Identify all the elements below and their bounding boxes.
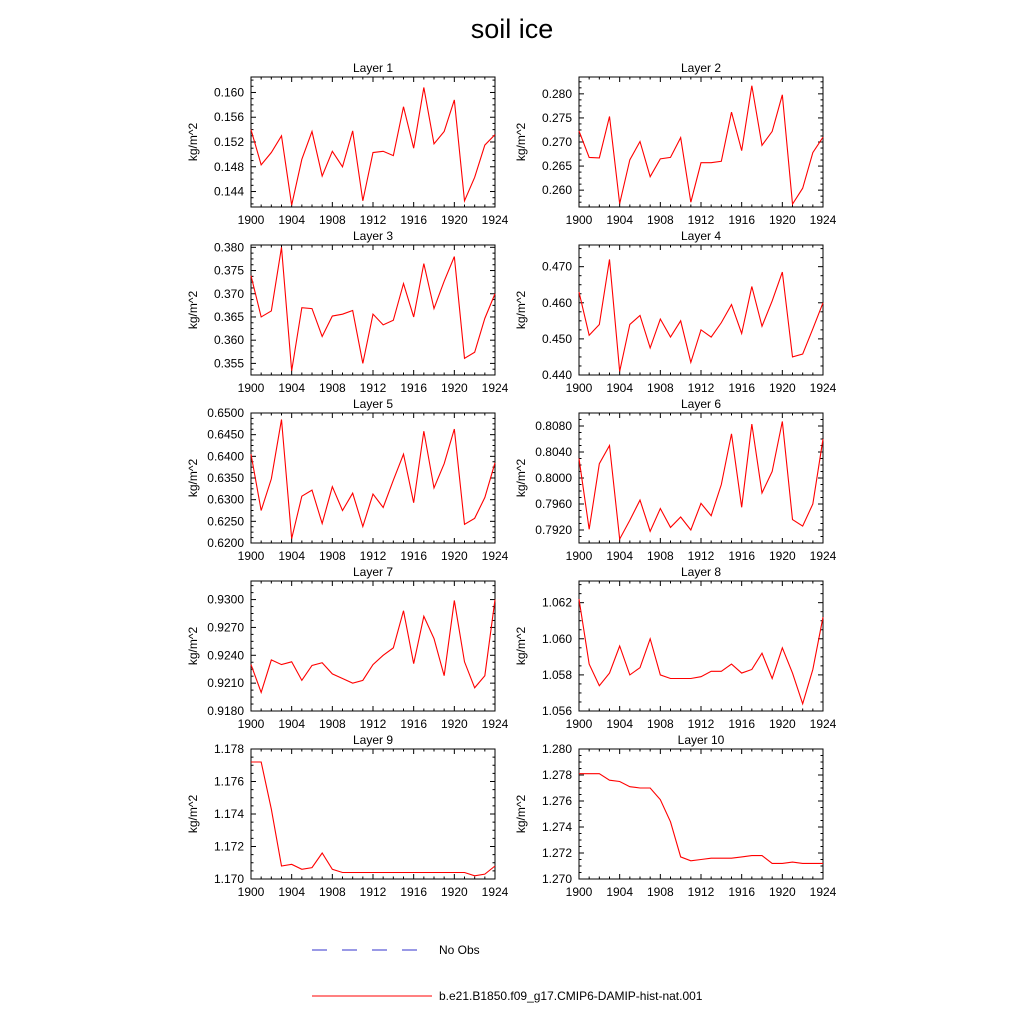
y-tick-label: 0.156 (213, 110, 244, 125)
x-tick-label: 1924 (809, 213, 837, 227)
x-tick-label: 1908 (318, 381, 346, 395)
plot-frame (251, 749, 495, 879)
x-tick-label: 1924 (481, 381, 509, 395)
x-tick-label: 1900 (237, 381, 265, 395)
series-line (579, 421, 823, 539)
panel-title: Layer 9 (352, 733, 394, 747)
x-tick-label: 1912 (359, 885, 387, 899)
series-line (251, 88, 495, 206)
series-line (579, 86, 823, 204)
plot-frame (579, 413, 823, 543)
panel-title: Layer 4 (680, 229, 722, 243)
series-line (251, 762, 495, 876)
x-tick-label: 1912 (359, 381, 387, 395)
y-tick-label: 1.272 (541, 846, 572, 860)
x-tick-label: 1908 (646, 213, 674, 227)
x-tick-label: 1912 (687, 549, 715, 563)
x-tick-label: 1904 (278, 549, 306, 563)
x-tick-label: 1900 (237, 885, 265, 899)
y-tick-label: 0.8040 (535, 445, 572, 459)
plot-frame (251, 581, 495, 711)
x-tick-label: 1900 (565, 549, 593, 563)
x-tick-label: 1920 (440, 885, 468, 899)
y-tick-label: 1.060 (541, 631, 572, 646)
y-axis-label: kg/m^2 (186, 626, 200, 666)
panel-title: Layer 7 (352, 565, 394, 579)
y-tick-label: 0.6200 (207, 536, 244, 550)
y-tick-label: 0.460 (541, 295, 572, 310)
y-axis-label: kg/m^2 (514, 794, 528, 834)
legend-label-model: b.e21.B1850.f09_g17.CMIP6-DAMIP-hist-nat.001 (439, 989, 703, 1003)
x-tick-label: 1916 (728, 885, 756, 899)
x-tick-label: 1924 (809, 381, 837, 395)
x-tick-label: 1908 (646, 885, 674, 899)
y-tick-label: 0.7960 (535, 497, 572, 511)
panel-title: Layer 8 (680, 565, 722, 579)
panel-layer-10 (514, 733, 837, 899)
y-tick-label: 0.148 (213, 159, 244, 174)
y-tick-label: 0.7920 (535, 523, 572, 537)
y-tick-label: 1.174 (213, 807, 244, 821)
y-tick-label: 0.9210 (207, 676, 244, 691)
x-tick-label: 1916 (728, 213, 756, 227)
x-tick-label: 1904 (278, 717, 306, 731)
x-tick-label: 1916 (728, 717, 756, 731)
panel-title: Layer 2 (680, 61, 722, 75)
y-tick-label: 1.062 (541, 595, 572, 610)
legend (312, 943, 703, 1003)
x-tick-label: 1916 (728, 381, 756, 395)
x-tick-label: 1900 (565, 717, 593, 731)
x-tick-label: 1904 (606, 549, 634, 563)
series-line (579, 259, 823, 371)
figure-title: soil ice (470, 14, 554, 44)
x-tick-label: 1916 (400, 213, 428, 227)
x-tick-label: 1920 (440, 381, 468, 395)
x-tick-label: 1920 (768, 717, 796, 731)
panel-title: Layer 6 (680, 397, 722, 411)
x-tick-label: 1904 (278, 885, 306, 899)
y-axis-label: kg/m^2 (186, 122, 200, 162)
x-tick-label: 1916 (400, 549, 428, 563)
y-tick-label: 0.8080 (535, 419, 572, 433)
x-tick-label: 1912 (687, 213, 715, 227)
x-tick-label: 1908 (318, 549, 346, 563)
panel-title: Layer 1 (352, 61, 394, 75)
x-tick-label: 1900 (565, 381, 593, 395)
panel-title: Layer 5 (352, 397, 394, 411)
plot-frame (251, 245, 495, 375)
y-tick-label: 0.380 (213, 240, 244, 255)
x-tick-label: 1912 (687, 717, 715, 731)
series-line (579, 599, 823, 704)
x-tick-label: 1916 (400, 885, 428, 899)
y-axis-label: kg/m^2 (186, 794, 200, 834)
y-axis-label: kg/m^2 (186, 458, 200, 498)
y-tick-label: 1.056 (541, 704, 572, 718)
panel-layer-7 (186, 565, 509, 731)
y-tick-label: 0.275 (541, 110, 572, 125)
x-tick-label: 1904 (278, 381, 306, 395)
x-tick-label: 1900 (237, 717, 265, 731)
y-tick-label: 0.365 (213, 309, 244, 324)
panel-layer-1 (186, 61, 509, 227)
series-line (251, 247, 495, 371)
x-tick-label: 1908 (318, 213, 346, 227)
x-tick-label: 1924 (809, 549, 837, 563)
y-tick-label: 1.270 (541, 872, 572, 886)
x-tick-label: 1924 (809, 717, 837, 731)
y-axis-label: kg/m^2 (514, 458, 528, 498)
y-tick-label: 0.9180 (207, 704, 244, 718)
panel-layer-6 (514, 397, 837, 563)
x-tick-label: 1908 (318, 885, 346, 899)
panel-layer-9 (186, 733, 509, 899)
x-tick-label: 1920 (440, 717, 468, 731)
x-tick-label: 1920 (768, 381, 796, 395)
y-tick-label: 0.260 (541, 183, 572, 198)
x-tick-label: 1920 (440, 213, 468, 227)
y-axis-label: kg/m^2 (186, 290, 200, 330)
y-tick-label: 0.6250 (207, 514, 244, 529)
x-tick-label: 1900 (237, 213, 265, 227)
x-tick-label: 1900 (565, 213, 593, 227)
panel-layer-5 (186, 397, 509, 563)
y-tick-label: 0.280 (541, 86, 572, 101)
x-tick-label: 1904 (606, 381, 634, 395)
x-tick-label: 1924 (481, 717, 509, 731)
y-tick-label: 0.270 (541, 135, 572, 149)
x-tick-label: 1904 (278, 213, 306, 227)
y-tick-label: 1.170 (213, 872, 244, 886)
y-tick-label: 0.375 (213, 263, 244, 278)
x-tick-label: 1908 (318, 717, 346, 731)
y-tick-label: 0.6300 (207, 492, 244, 507)
panel-layer-3 (186, 229, 509, 395)
y-tick-label: 1.280 (541, 742, 572, 756)
x-tick-label: 1920 (768, 549, 796, 563)
x-tick-label: 1912 (687, 381, 715, 395)
x-tick-label: 1920 (440, 549, 468, 563)
y-tick-label: 1.172 (213, 839, 244, 854)
series-line (251, 600, 495, 693)
x-tick-label: 1912 (359, 213, 387, 227)
y-tick-label: 0.9300 (207, 592, 244, 607)
x-tick-label: 1908 (646, 381, 674, 395)
panel-layer-8 (514, 565, 837, 731)
x-tick-label: 1912 (359, 549, 387, 563)
panel-layer-2 (514, 61, 837, 227)
x-tick-label: 1908 (646, 717, 674, 731)
x-tick-label: 1912 (687, 885, 715, 899)
y-tick-label: 0.265 (541, 159, 572, 174)
x-tick-label: 1904 (606, 885, 634, 899)
y-tick-label: 1.278 (541, 768, 572, 782)
y-axis-label: kg/m^2 (514, 290, 528, 330)
y-tick-label: 0.9270 (207, 620, 244, 635)
x-tick-label: 1900 (237, 549, 265, 563)
y-tick-label: 1.178 (213, 742, 244, 756)
y-tick-label: 0.6400 (207, 449, 244, 464)
x-tick-label: 1912 (359, 717, 387, 731)
x-tick-label: 1920 (768, 885, 796, 899)
x-tick-label: 1924 (481, 885, 509, 899)
x-tick-label: 1924 (481, 549, 509, 563)
x-tick-label: 1920 (768, 213, 796, 227)
y-tick-label: 0.360 (213, 333, 244, 348)
panel-layer-4 (514, 229, 837, 395)
y-tick-label: 0.6350 (207, 471, 244, 485)
y-tick-label: 1.274 (541, 820, 572, 834)
y-tick-label: 0.370 (213, 286, 244, 301)
x-tick-label: 1916 (728, 549, 756, 563)
y-tick-label: 1.058 (541, 667, 572, 682)
y-tick-label: 0.6500 (207, 406, 244, 420)
y-tick-label: 0.6450 (207, 427, 244, 442)
x-tick-label: 1904 (606, 717, 634, 731)
series-line (251, 420, 495, 539)
panel-title: Layer 10 (677, 733, 725, 747)
y-tick-label: 1.276 (541, 794, 572, 808)
series-line (579, 774, 823, 864)
x-tick-label: 1916 (400, 717, 428, 731)
y-tick-label: 0.152 (213, 135, 244, 149)
x-tick-label: 1924 (481, 213, 509, 227)
y-axis-label: kg/m^2 (514, 626, 528, 666)
x-tick-label: 1916 (400, 381, 428, 395)
x-tick-label: 1924 (809, 885, 837, 899)
y-tick-label: 0.470 (541, 259, 572, 274)
y-axis-label: kg/m^2 (514, 122, 528, 162)
x-tick-label: 1900 (565, 885, 593, 899)
plot-frame (251, 413, 495, 543)
y-tick-label: 0.355 (213, 356, 244, 371)
x-tick-label: 1904 (606, 213, 634, 227)
y-tick-label: 0.144 (213, 184, 244, 199)
y-tick-label: 0.450 (541, 331, 572, 346)
y-tick-label: 1.176 (213, 774, 244, 789)
y-tick-label: 0.160 (213, 85, 244, 100)
y-tick-label: 0.8000 (535, 471, 572, 485)
x-tick-label: 1908 (646, 549, 674, 563)
panel-title: Layer 3 (352, 229, 394, 243)
plot-frame (579, 581, 823, 711)
legend-label-no-obs: No Obs (439, 943, 480, 957)
y-tick-label: 0.440 (541, 368, 572, 382)
y-tick-label: 0.9240 (207, 648, 244, 663)
